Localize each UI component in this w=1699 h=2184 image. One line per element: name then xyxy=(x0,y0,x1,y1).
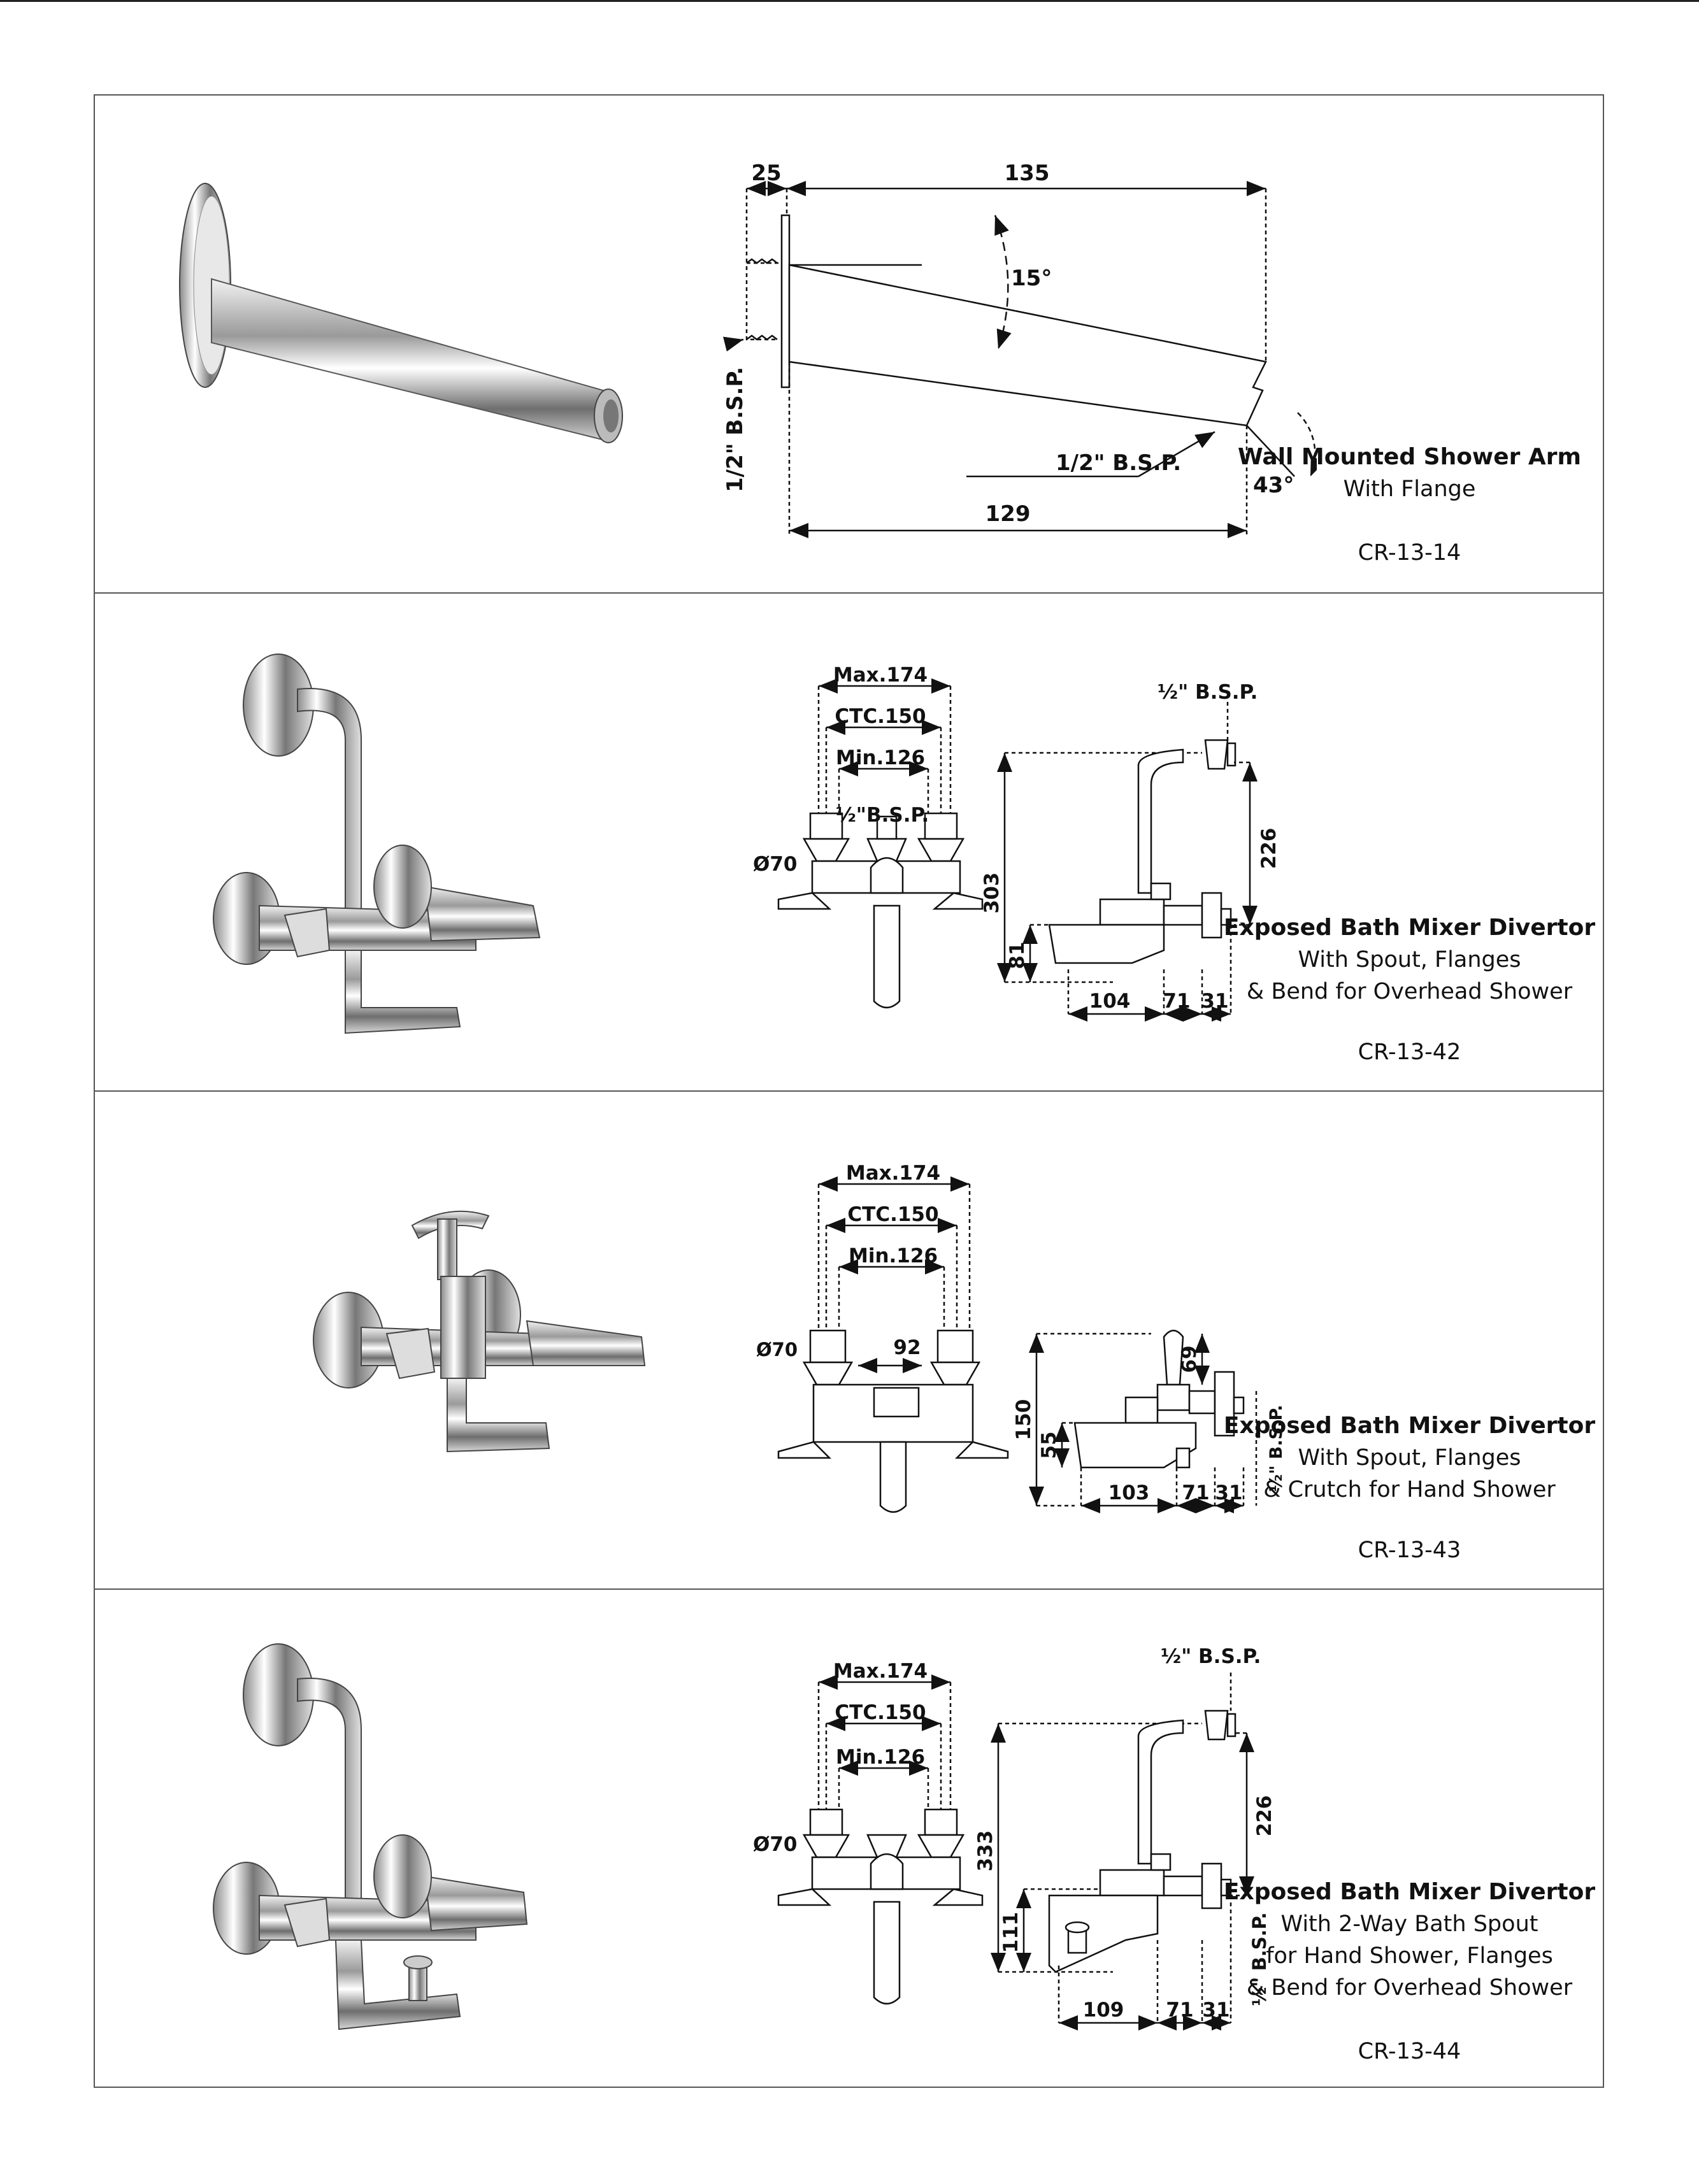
product-row-cr-13-14 xyxy=(94,94,1604,592)
dim-226: 226 xyxy=(1253,1795,1276,1837)
product-subtitle: & Bend for Overhead Shower xyxy=(1246,1975,1573,2001)
dim-min-126: Min.126 xyxy=(835,746,926,769)
dim-150: 150 xyxy=(1012,1399,1035,1441)
product-code: CR-13-44 xyxy=(1358,2039,1461,2064)
product-row-cr-13-44 xyxy=(94,1588,1604,2088)
product-info-cr-13-14 xyxy=(1215,94,1604,592)
dim-ctc-150: CTC.150 xyxy=(835,705,926,728)
dim-129: 129 xyxy=(985,501,1031,527)
dim-104: 104 xyxy=(1089,990,1131,1013)
dim-81: 81 xyxy=(1006,941,1029,969)
dim-25: 25 xyxy=(751,161,782,186)
product-photo-mixer-overhead xyxy=(94,594,654,1092)
product-row-cr-13-42 xyxy=(94,592,1604,1090)
product-code: CR-13-14 xyxy=(1358,540,1461,566)
dim-71: 71 xyxy=(1163,990,1191,1013)
dim-max-174: Max.174 xyxy=(833,664,928,687)
dim-303: 303 xyxy=(980,872,1003,914)
product-code: CR-13-42 xyxy=(1358,1039,1461,1065)
dim-min-126: Min.126 xyxy=(848,1245,938,1267)
product-subtitle: & Crutch for Hand Shower xyxy=(1263,1477,1556,1502)
dim-103: 103 xyxy=(1108,1481,1150,1504)
product-subtitle: With Spout, Flanges xyxy=(1298,947,1521,973)
product-photo-mixer-2way xyxy=(94,1590,654,2088)
dim-31: 31 xyxy=(1202,1999,1230,2022)
product-photo-mixer-crutch xyxy=(94,1092,654,1590)
dim-ctc-150: CTC.150 xyxy=(835,1701,926,1724)
dim-angle-43: 43° xyxy=(1253,473,1294,498)
dim-side-bsp: ½" B.S.P. xyxy=(1266,1404,1286,1492)
dim-angle-15: 15° xyxy=(1011,266,1052,291)
top-rule xyxy=(0,0,1699,2)
dim-dia-70: Ø70 xyxy=(756,1339,798,1360)
product-info-cr-13-44 xyxy=(1215,1590,1604,2088)
dim-min-126: Min.126 xyxy=(835,1746,926,1769)
dim-31: 31 xyxy=(1201,990,1229,1013)
product-code: CR-13-43 xyxy=(1358,1538,1461,1563)
product-subtitle: With Spout, Flanges xyxy=(1298,1445,1521,1471)
dim-71: 71 xyxy=(1182,1481,1210,1504)
product-title: Exposed Bath Mixer Divertor xyxy=(1223,1413,1596,1439)
product-subtitle: With Flange xyxy=(1343,476,1476,502)
dim-bsp-right: 1/2" B.S.P. xyxy=(1056,450,1182,476)
product-title: Exposed Bath Mixer Divertor xyxy=(1223,915,1596,941)
dim-bsp-left: 1/2" B.S.P. xyxy=(722,366,748,492)
dim-92: 92 xyxy=(893,1336,921,1359)
product-subtitle: & Bend for Overhead Shower xyxy=(1246,979,1573,1004)
dim-226: 226 xyxy=(1258,827,1280,869)
dim-111: 111 xyxy=(1000,1911,1022,1953)
product-title: Wall Mounted Shower Arm xyxy=(1237,444,1582,470)
product-photo-shower-arm xyxy=(94,94,654,592)
dim-109: 109 xyxy=(1082,1999,1124,2022)
product-subtitle: for Hand Shower, Flanges xyxy=(1266,1943,1553,1969)
dim-135: 135 xyxy=(1004,161,1050,186)
product-info-cr-13-43 xyxy=(1215,1092,1604,1590)
product-title: Exposed Bath Mixer Divertor xyxy=(1223,1879,1596,1905)
dim-69: 69 xyxy=(1178,1345,1201,1373)
product-info-cr-13-42 xyxy=(1215,594,1604,1092)
product-subtitle: With 2-Way Bath Spout xyxy=(1280,1911,1538,1937)
dim-dia-70: Ø70 xyxy=(753,853,798,876)
dim-ctc-150: CTC.150 xyxy=(847,1203,939,1226)
dim-bsp: ½"B.S.P. xyxy=(835,804,929,827)
dim-side-bsp: ½" B.S.P. xyxy=(1249,1912,1270,2006)
dim-55: 55 xyxy=(1038,1431,1061,1459)
dim-max-174: Max.174 xyxy=(833,1660,928,1683)
product-row-cr-13-43 xyxy=(94,1090,1604,1588)
dim-333: 333 xyxy=(974,1830,997,1872)
dim-dia-70: Ø70 xyxy=(753,1833,798,1856)
dim-71: 71 xyxy=(1166,1999,1194,2022)
dim-top-bsp: ½" B.S.P. xyxy=(1161,1645,1261,1668)
dim-top-bsp: ½" B.S.P. xyxy=(1158,681,1258,704)
dim-31: 31 xyxy=(1215,1481,1243,1504)
dim-max-174: Max.174 xyxy=(845,1162,941,1185)
